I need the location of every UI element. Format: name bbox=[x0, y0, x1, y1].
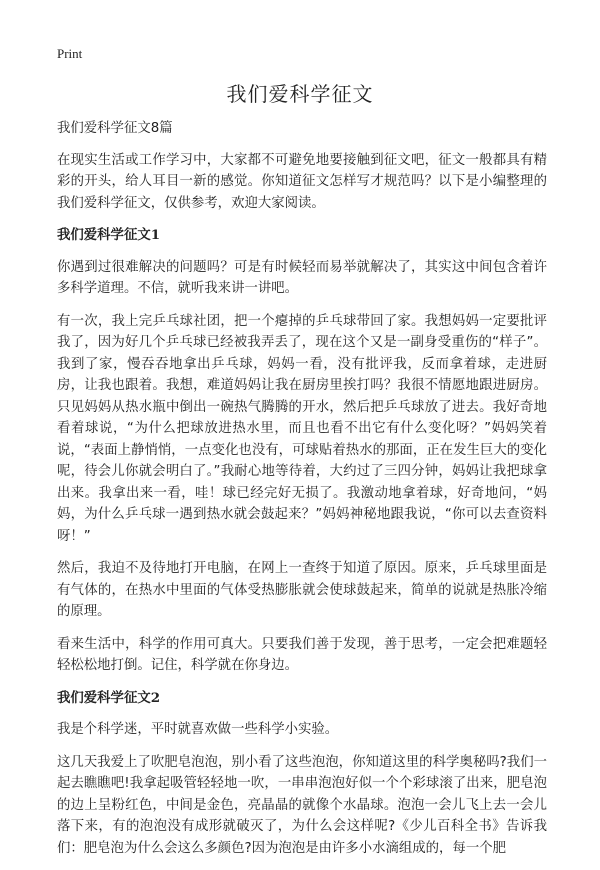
paragraph: 看来生活中，科学的作用可真大。只要我们善于发现，善于思考，一定会把难题轻轻松松地打倒。记住，科学就在你身边。 bbox=[57, 636, 547, 673]
article-body bbox=[57, 118, 547, 870]
paragraph: 我是个科学迷，平时就喜欢做一些科学小实验。 bbox=[57, 722, 339, 737]
section-heading: 我们爱科学征文2 bbox=[57, 689, 161, 706]
paragraph: 然后，我迫不及待地打开电脑，在网上一查终于知道了原因。原来，乒乓球里面是有气体的，在热水中里面的气体受热膨胀就会使球鼓起来，简单的说就是热胀冷缩的原理。 bbox=[57, 561, 547, 619]
print-link[interactable]: Print bbox=[57, 46, 83, 61]
section-heading: 我们爱科学征文1 bbox=[57, 227, 161, 243]
article-subtitle: 我们爱科学征文8篇 bbox=[57, 121, 173, 136]
paragraph: 这几天我爱上了吹肥皂泡泡，别小看了这些泡泡，你知道这里的科学奥秘吗?我们一起去瞧瞧吧!我拿起吸管轻轻地一吹，一串串泡泡好似一个个彩球滚了出来，肥皂泡的边上呈粉红色，中间是金色，亮晶晶的就像个水晶球。泡泡一会儿飞上去一会儿落下来，有的泡泡没有成形就破灭了，为什么会这样呢?《少儿百科全书》告诉我们：肥皂泡为什么会这么多颜色?因为泡泡是由许多小水滴组成的，每一个肥 bbox=[57, 754, 547, 856]
paragraph: 有一次，我上完乒乓球社团，把一个瘪掉的乒乓球带回了家。我想妈妈一定要批评我了，因为好几个乒乓球已经被我弄丢了，现在这个又是一副身受重伤的“样子”。我到了家，慢吞吞地拿出乒乓球，妈妈一看，没有批评我，反而拿着球，走进厨房，让我也跟着。我想，难道妈妈让我在厨房里挨打吗？我很不情愿地跟进厨房。只见妈妈从热水瓶中倒出一碗热气腾腾的开水，然后把乒乓球放了进去。我好奇地看着球说，“为什么把球放进热水里，而且也看不出它有什么变化呀？”妈妈笑着说，“表面上静悄悄，一点变化也没有，可球贴着热水的那面，正在发生巨大的变化呢，待会儿你就会明白了。”我耐心地等待着，大约过了三四分钟，妈妈让我把球拿出来。我拿出来一看，哇！球已经完好无损了。我激动地拿着球，好奇地问，“妈妈，为什么乒乓球一遇到热水就会鼓起来？”妈妈神秘地跟我说，“你可以去查资料呀！” bbox=[57, 313, 547, 544]
intro-paragraph: 在现实生活或工作学习中，大家都不可避免地要接触到征文吧，征文一般都具有精彩的开头，给人耳目一新的感觉。你知道征文怎样写才规范吗？以下是小编整理的我们爱科学征文，仅供参考，欢迎大家阅读。 bbox=[57, 152, 547, 211]
paragraph: 你遇到过很难解决的问题吗？可是有时候轻而易举就解决了，其实这中间包含着许多科学道理。不信，就听我来讲一讲吧。 bbox=[57, 259, 547, 296]
page-title: 我们爱科学征文 bbox=[226, 82, 374, 106]
